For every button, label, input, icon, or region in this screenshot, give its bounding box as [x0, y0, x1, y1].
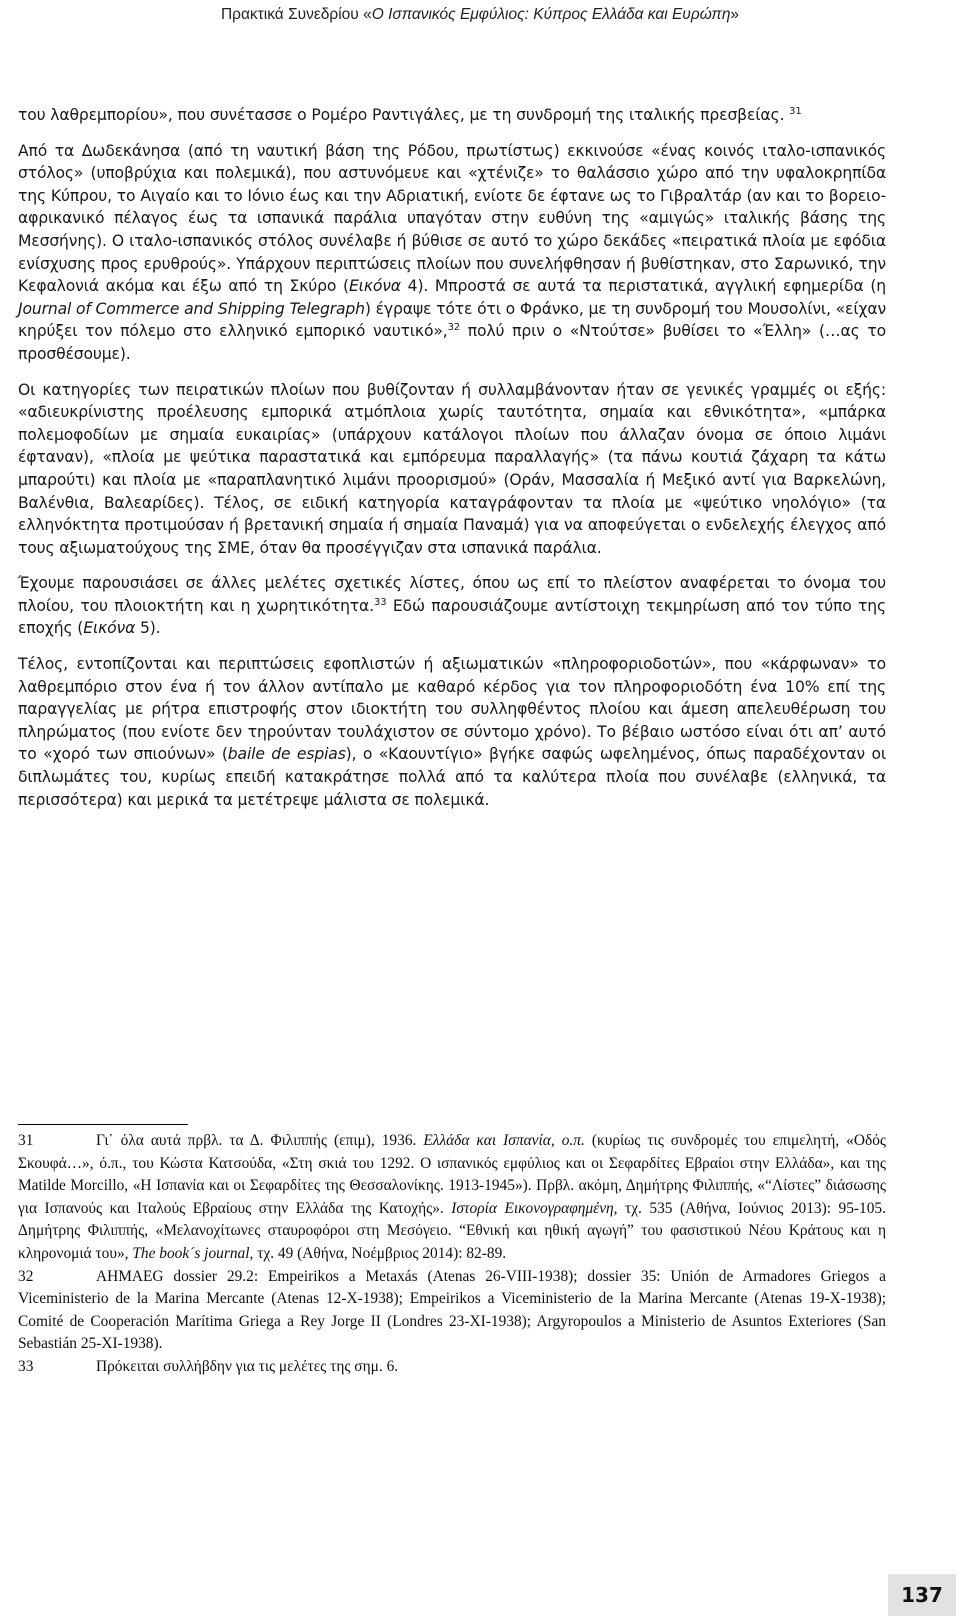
- footnote-ref-33[interactable]: 33: [373, 596, 387, 608]
- footnotes: [18, 1130, 886, 1379]
- footnote-separator: [18, 1124, 188, 1125]
- footnote-ref-32[interactable]: 32: [447, 322, 460, 334]
- footnote-number: 33: [18, 1357, 34, 1375]
- paragraph-3: Οι κατηγορίες των πειρατικών πλοίων που βυθίζονταν ή συλλαμβάνονταν ήταν σε γενικές γραμμές οι εξής: «αδιευκρίνιστης προέλευσης εμπορικά ατμόπλοια χωρίς ταυτότητα, σημαία και εθνικότητα», «μπάρκα πολεμοφοδίων με σημαία ευκαιρίας» (υπάρχουν κατάλογοι πλοίων που άλλαζαν όνομα σε όποιο λιμάνι έφταναν), «πλοία με ψεύτικα παραστατικά και εμπόρευμα παραλλαγής» (τα πάνω κουτιά ζάχαρη τα κάτω μπαρούτι) και πλοία με «παραπλανητικό λιμάνι προορισμού» (Οράν, Μασσαλία ή Μεξικό αντί για Βαρκελώνη, Βαλένθια, Βαλεαρίδες). Τέλος, σε ειδική κατηγορία καταγράφονταν τα πλοία με «ψεύτικο νηολόγιο» (τα ελληνόκτητα προτιμούσαν ή βρετανική σημαία ή σημαία Παναμά) για να αποφεύγεται ο ενδελεχής έλεγχος από τους αξιωματούχους της ΣΜΕ, όταν θα προσέγγιζαν στα ισπανικά παράλια.: [18, 380, 886, 557]
- footnote-number: 31: [18, 1132, 34, 1149]
- paragraph-1: του λαθρεμπορίου», που συνέτασσε ο Ρομέρο Ραντιγάλες, με τη συνδρομή της ιταλικής πρεσβείας. $^{31}$: [18, 106, 802, 124]
- spanish-phrase: baile de espias: [227, 745, 346, 764]
- running-header: Πρακτικά Συνεδρίου «Ο Ισπανικός Εμφύλιος: Κύπρος Ελλάδα και Ευρώπη»: [220, 6, 740, 23]
- paragraph-4: Έχουμε παρουσιάσει σε άλλες μελέτες σχετικές λίστες, όπου ως επί το πλείστον αναφέρεται το όνομα του πλοίου, του πλοιοκτήτη και η χωρητικότητα.$^{33}$ Εδώ παρουσιάζουμε αντίστοιχη τεκμηρίωση από τον τύπο της εποχής (Εικόνα 5).: [18, 574, 886, 638]
- footnote-number: 32: [18, 1267, 34, 1285]
- conference-title: Ο Ισπανικός Εμφύλιος: Κύπρος Ελλάδα και Ευρώπη: [371, 6, 731, 23]
- page-number: 137: [888, 1574, 956, 1616]
- newspaper-title: Journal of Commerce and Shipping Telegraph: [18, 299, 365, 318]
- footnote-ref-31[interactable]: 31: [789, 106, 802, 117]
- body-text: [18, 104, 886, 824]
- footnote-33: 33 Πρόκειται συλλήβδην για τις μελέτες της σημ. 6.: [18, 1356, 886, 1379]
- paragraph-5: Τέλος, εντοπίζονται και περιπτώσεις εφοπλιστών ή αξιωματικών «πληροφοριοδοτών», που «κάρφωναν» το λαθρεμπόριο στον ένα ή τον άλλον αντίπαλο με καθαρό κέρδος για τον πληροφοριοδότη ένα 10% επί της παραγγελίας με ρήτρα επιστροφής στον ιδιοκτήτη του συλληφθέντος πλοίου και άμεση απελευθέρωση του πληρώματος (που ενίοτε δεν τηρούνταν τουλάχιστον σε σύντομο χρόνο). Το βέβαιο ωστόσο είναι ότι απ’ αυτό το «χορό των σπιούνων» (baile de espias), ο «Καουντίγιο» βγήκε σαφώς ωφελημένος, όπως παραδέχονταν οι διπλωμάτες του, κυρίως επειδή κατακράτησε πολλά από τα καλύτερα πλοία που συνέλαβε (ελληνικά, τα περισσότερα) και μερικά τα μετέτρεψε μάλιστα σε πολεμικά.: [18, 655, 886, 809]
- paragraph-2: Από τα Δωδεκάνησα (από τη ναυτική βάση της Ρόδου, πρωτίστως) εκκινούσε «ένας κοινός ιταλο-ισπανικός στόλος» (υποβρύχια και πολεμικά), που αστυνόμευε και «χτένιζε» το θαλάσσιο χώρο από την υφαλοκρηπίδα της Κύπρου, το Αιγαίο και το Ιόνιο έως και την Αδριατική, ενίοτε δε έφτανε ως το Γιβραλτάρ (αν και το βορειο-αφρικανικό πέλαγος έως τα ισπανικά παράλια υπαγόταν στην ευθύνη της «αμιγώς» ιταλικής βάσης της Μεσσήνης). Ο ιταλο-ισπανικός στόλος συνέλαβε ή βύθισε σε αυτό το χώρο δεκάδες «πειρατικά πλοία με εφόδια ενίσχυσης προς ερυθρούς». Υπάρχουν περιπτώσεις πλοίων που συνελήφθησαν ή βυθίστηκαν, στο Σαρωνικό, την Κεφαλονιά ακόμα και έξω από τη Σκύρο (Εικόνα 4). Μπροστά σε αυτά τα περιστατικά, αγγλική εφημερίδα (η Journal of Commerce and Shipping Telegraph) έγραψε τότε ότι ο Φράνκο, με τη συνδρομή του Μουσολίνι, «είχαν κηρύξει τον πόλεμο στο ελληνικό εμπορικό ναυτικό»,$^{32}$ πολύ πριν ο «Ντούτσε» βυθίσει το «Έλλη» (…ας το προσθέσουμε).: [18, 141, 887, 363]
- figure-ref-5[interactable]: Εικόνα: [83, 619, 136, 638]
- footnote-32: 32 AHMAEG dossier 29.2: Empeirikos a Metaxás (Atenas 26-VIII-1938); dossier 35: Unión de Armadores Griegos a Viceministerio de la Marina Mercante (Atenas 12-X-1938); Empeirikos a Viceministerio de la Marina Mercante (Atenas 19-X-1938); Comité de Cooperación Marítima Griega a Rey Jorge II (Londres 23-XI-1938); Argyropoulos a Ministerio de Asuntos Exteriores (San Sebastián 25-XI-1938).: [18, 1267, 886, 1353]
- figure-ref-4[interactable]: Εικόνα: [348, 277, 401, 296]
- footnote-31: 31 Γι΄ όλα αυτά πρβλ. τα Δ. Φιλιππής (επιμ), 1936. Ελλάδα και Ισπανία, ο.π. (κυρίως τις συνδρομές του επιμελητή, «Οδός Σκουφά…», ό.π., του Κώστα Κατσούδα, «Στη σκιά του 1292. Ο ισπανικός εμφύλιος και οι Σεφαρδίτες Εβραίοι στην Ελλάδα», και της Matilde Morcillo, «Η Ισπανία και οι Σεφαρδίτες της Θεσσαλονίκης. 1913-1945»). Πρβλ. ακόμη, Δημήτρης Φιλιππής, «“Λίστες” διάσωσης για Ισπανούς και Ιταλούς Εβραίους στην Ελλάδα της Κατοχής». Ιστορία Εικονογραφημένη, τχ. 535 (Αθήνα, Ιούνιος 2013): 95-105. Δημήτρης Φιλιππής, «Μελανοχίτωνες σταυροφόροι στη Μεσόγειο. “Εθνική και ηθική αγωγή” του φασιστικού Νέου Κράτους και η κληρονομιά του», The book´s journal, τχ. 49 (Αθήνα, Νοέμβριος 2014): 82-89.: [18, 1132, 887, 1262]
